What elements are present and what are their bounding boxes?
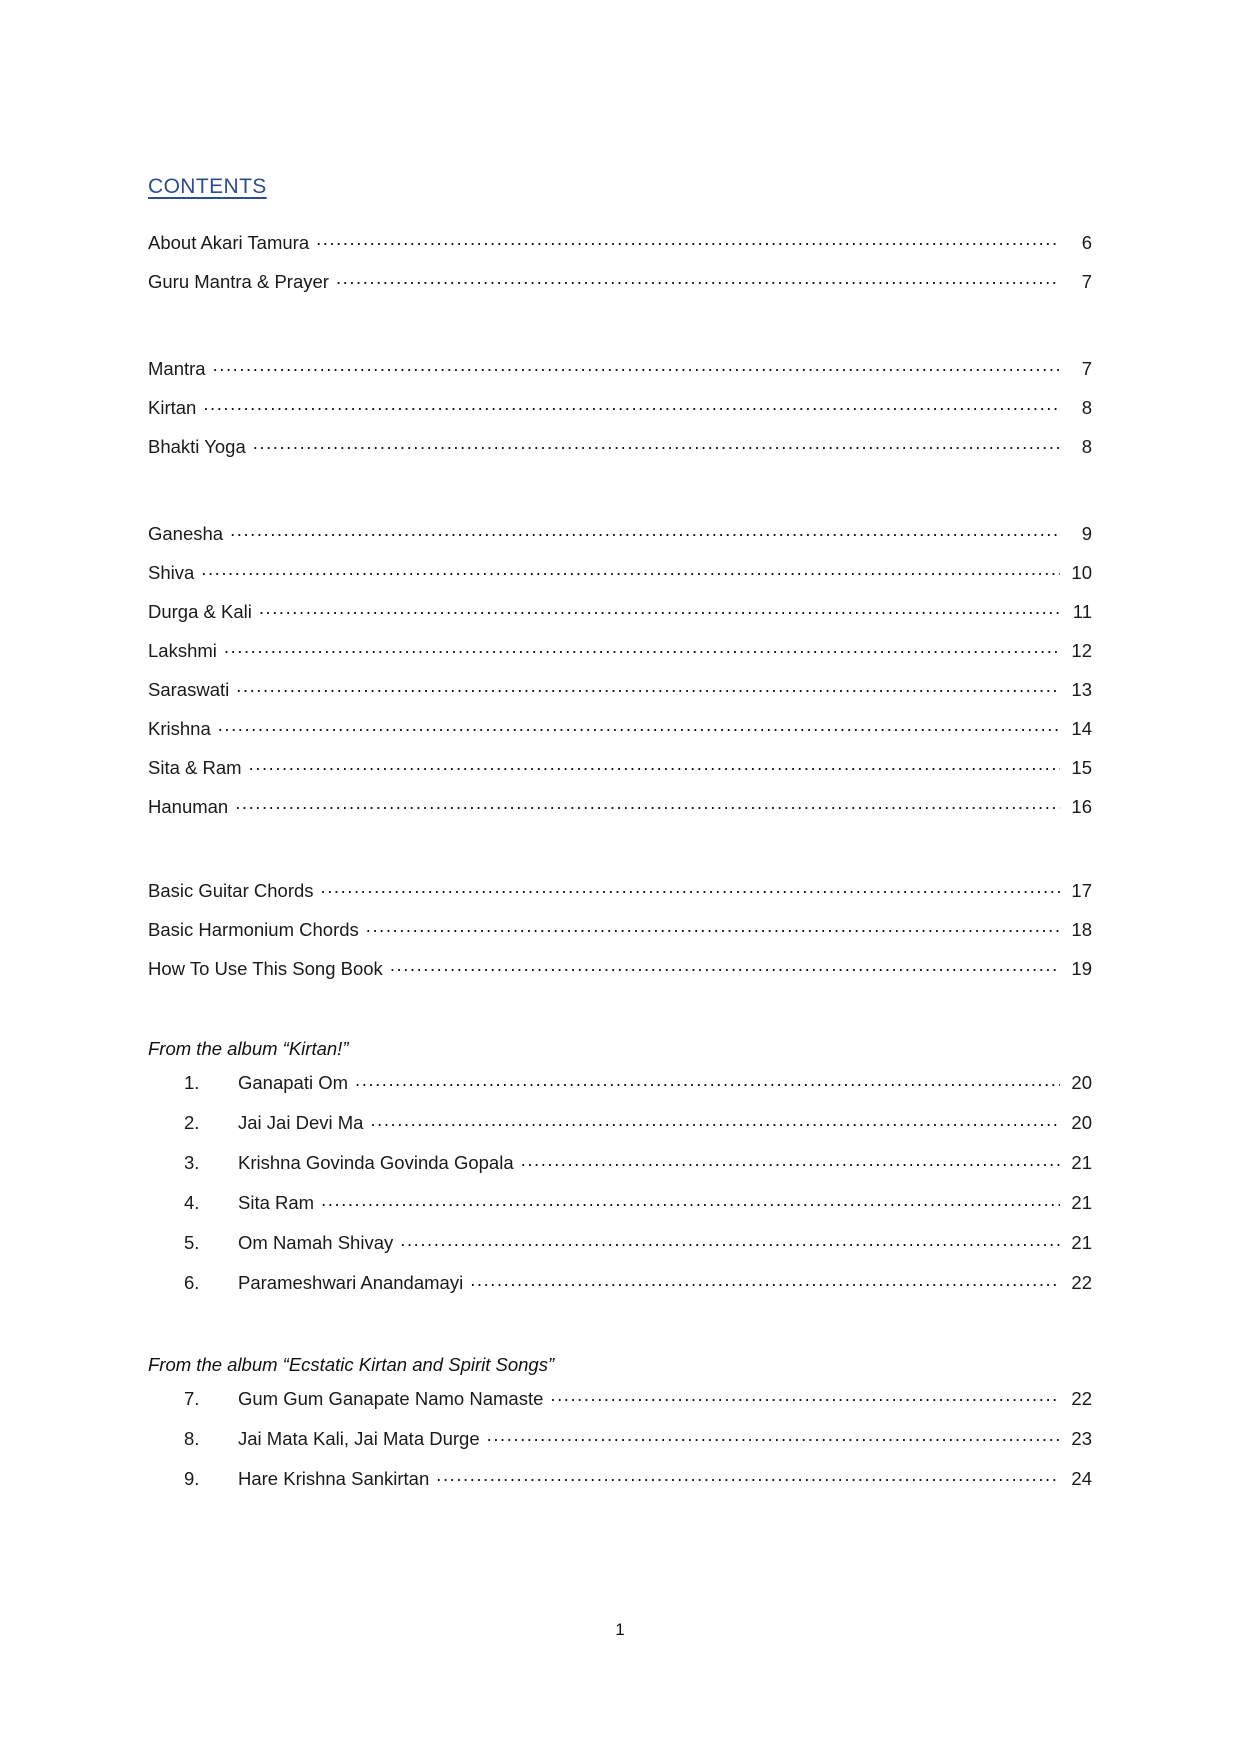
album-heading: From the album “Ecstatic Kirtan and Spirit Songs”: [148, 1353, 555, 1375]
page-title: CONTENTS: [148, 175, 267, 198]
song-number: 7.: [184, 1387, 200, 1409]
toc-leader-dots: [213, 356, 1060, 375]
toc-entry-page: 8: [1081, 435, 1092, 457]
toc-entry-label: Kirtan: [148, 396, 197, 418]
toc-leader-dots: [321, 878, 1060, 897]
song-number: 9.: [184, 1467, 200, 1489]
toc-entry-label: Shiva: [148, 561, 195, 583]
album-section-kirtan: [148, 1040, 1092, 1311]
toc-entry[interactable]: [148, 917, 1092, 956]
toc-entry-page: 16: [1071, 795, 1092, 817]
song-number: 1.: [184, 1072, 200, 1093]
toc-entry[interactable]: [148, 434, 1092, 473]
song-page: 21: [1071, 1152, 1092, 1173]
toc-leader-dots: [436, 1466, 1060, 1485]
song-page: 21: [1071, 1192, 1092, 1213]
song-title: Hare Krishna Sankirtan: [238, 1467, 430, 1489]
toc-entry-label: Bhakti Yoga: [148, 435, 246, 457]
song-entry[interactable]: [148, 1071, 1092, 1111]
toc-entry[interactable]: [148, 230, 1092, 269]
toc-entry-label: Guru Mantra & Prayer: [148, 270, 329, 292]
toc-entry-page: 13: [1071, 678, 1092, 700]
album-section-ecstatic: [148, 1353, 1092, 1507]
song-page: 21: [1071, 1232, 1092, 1253]
toc-leader-dots: [224, 638, 1060, 657]
section-spacer: [148, 308, 1092, 356]
song-title: Jai Mata Kali, Jai Mata Durge: [238, 1427, 480, 1449]
song-page: 22: [1071, 1387, 1092, 1409]
song-title: Gum Gum Ganapate Namo Namaste: [238, 1387, 544, 1409]
song-title: Parameshwari Anandamayi: [238, 1272, 464, 1293]
toc-leader-dots: [366, 917, 1060, 936]
toc-entry-label: Saraswati: [148, 678, 230, 700]
toc-leader-dots: [249, 755, 1060, 774]
toc-leader-dots: [230, 521, 1060, 540]
toc-leader-dots: [235, 794, 1060, 813]
song-page: 24: [1071, 1467, 1092, 1489]
toc-entry-label: Hanuman: [148, 795, 229, 817]
toc-leader-dots: [259, 599, 1060, 618]
album-heading: From the album “Kirtan!”: [148, 1038, 349, 1059]
toc-entry-page: 17: [1071, 879, 1092, 901]
song-entry[interactable]: [148, 1426, 1092, 1466]
song-number: 8.: [184, 1427, 200, 1449]
toc-leader-dots: [316, 230, 1060, 249]
toc-entry[interactable]: [148, 677, 1092, 716]
toc-leader-dots: [201, 560, 1060, 579]
table-of-contents: [148, 175, 1092, 1506]
song-title: Jai Jai Devi Ma: [238, 1112, 364, 1133]
song-number: 6.: [184, 1272, 200, 1293]
song-page: 20: [1071, 1072, 1092, 1093]
toc-leader-dots: [236, 677, 1060, 696]
toc-entry[interactable]: [148, 956, 1092, 995]
toc-leader-dots: [203, 395, 1060, 414]
toc-entry[interactable]: [148, 755, 1092, 794]
section-spacer: [148, 1311, 1092, 1356]
toc-entry-page: 8: [1081, 396, 1092, 418]
toc-section-deities: [148, 521, 1092, 833]
toc-section-concepts: [148, 356, 1092, 473]
song-number: 3.: [184, 1152, 200, 1173]
song-title: Om Namah Shivay: [238, 1232, 394, 1253]
toc-leader-dots: [550, 1386, 1060, 1405]
toc-leader-dots: [253, 434, 1060, 453]
toc-entry-page: 19: [1071, 957, 1092, 979]
section-spacer: [148, 473, 1092, 521]
toc-leader-dots: [321, 1191, 1060, 1210]
toc-entry-label: Basic Harmonium Chords: [148, 918, 359, 940]
song-entry[interactable]: [148, 1151, 1092, 1191]
toc-section-instruments: [148, 878, 1092, 995]
toc-leader-dots: [336, 269, 1060, 288]
toc-leader-dots: [521, 1151, 1060, 1170]
toc-entry-page: 12: [1071, 639, 1092, 661]
toc-entry-page: 18: [1071, 918, 1092, 940]
toc-leader-dots: [355, 1071, 1060, 1090]
song-entry[interactable]: [148, 1271, 1092, 1311]
toc-entry-label: About Akari Tamura: [148, 231, 310, 253]
toc-leader-dots: [370, 1111, 1060, 1130]
toc-entry-label: Sita & Ram: [148, 756, 242, 778]
section-spacer: [148, 833, 1092, 878]
toc-entry-label: Durga & Kali: [148, 600, 252, 622]
toc-entry-page: 11: [1072, 600, 1092, 622]
toc-entry[interactable]: [148, 878, 1092, 917]
toc-entry[interactable]: [148, 521, 1092, 560]
song-number: 4.: [184, 1192, 200, 1213]
song-number: 5.: [184, 1232, 200, 1253]
toc-leader-dots: [218, 716, 1060, 735]
song-entry[interactable]: [148, 1466, 1092, 1506]
song-entry[interactable]: [148, 1111, 1092, 1151]
song-page: 20: [1071, 1112, 1092, 1133]
song-entry[interactable]: [148, 1386, 1092, 1426]
song-page: 22: [1071, 1272, 1092, 1293]
toc-entry-page: 10: [1071, 561, 1092, 583]
toc-leader-dots: [487, 1426, 1060, 1445]
toc-entry-label: Krishna: [148, 717, 211, 739]
section-spacer: [148, 995, 1092, 1040]
song-page: 23: [1071, 1427, 1092, 1449]
song-entry[interactable]: [148, 1231, 1092, 1271]
toc-entry[interactable]: [148, 356, 1092, 395]
song-number: 2.: [184, 1112, 200, 1133]
toc-entry-label: How To Use This Song Book: [148, 957, 383, 979]
toc-leader-dots: [400, 1231, 1060, 1250]
toc-entry-label: Lakshmi: [148, 639, 217, 661]
toc-entry-page: 15: [1071, 756, 1092, 778]
toc-entry-label: Ganesha: [148, 522, 224, 544]
toc-entry[interactable]: [148, 716, 1092, 755]
toc-entry-label: Mantra: [148, 357, 206, 379]
toc-entry[interactable]: [148, 794, 1092, 833]
toc-entry[interactable]: [148, 269, 1092, 308]
toc-entry-page: 9: [1081, 522, 1092, 544]
toc-entry[interactable]: [148, 638, 1092, 677]
toc-entry-page: 7: [1081, 270, 1092, 292]
toc-entry-label: Basic Guitar Chords: [148, 879, 314, 901]
toc-entry[interactable]: [148, 599, 1092, 638]
song-title: Ganapati Om: [238, 1072, 349, 1093]
toc-entry[interactable]: [148, 395, 1092, 434]
toc-entry[interactable]: [148, 560, 1092, 599]
toc-entry-page: 7: [1081, 357, 1092, 379]
song-title: Sita Ram: [238, 1192, 315, 1213]
song-title: Krishna Govinda Govinda Gopala: [238, 1152, 514, 1173]
toc-entry-page: 14: [1071, 717, 1092, 739]
toc-section-front-matter: [148, 230, 1092, 308]
footer-page-number: 1: [615, 1620, 625, 1639]
toc-entry-page: 6: [1081, 231, 1092, 253]
song-entry[interactable]: [148, 1191, 1092, 1231]
toc-leader-dots: [470, 1271, 1060, 1290]
toc-leader-dots: [390, 956, 1060, 975]
